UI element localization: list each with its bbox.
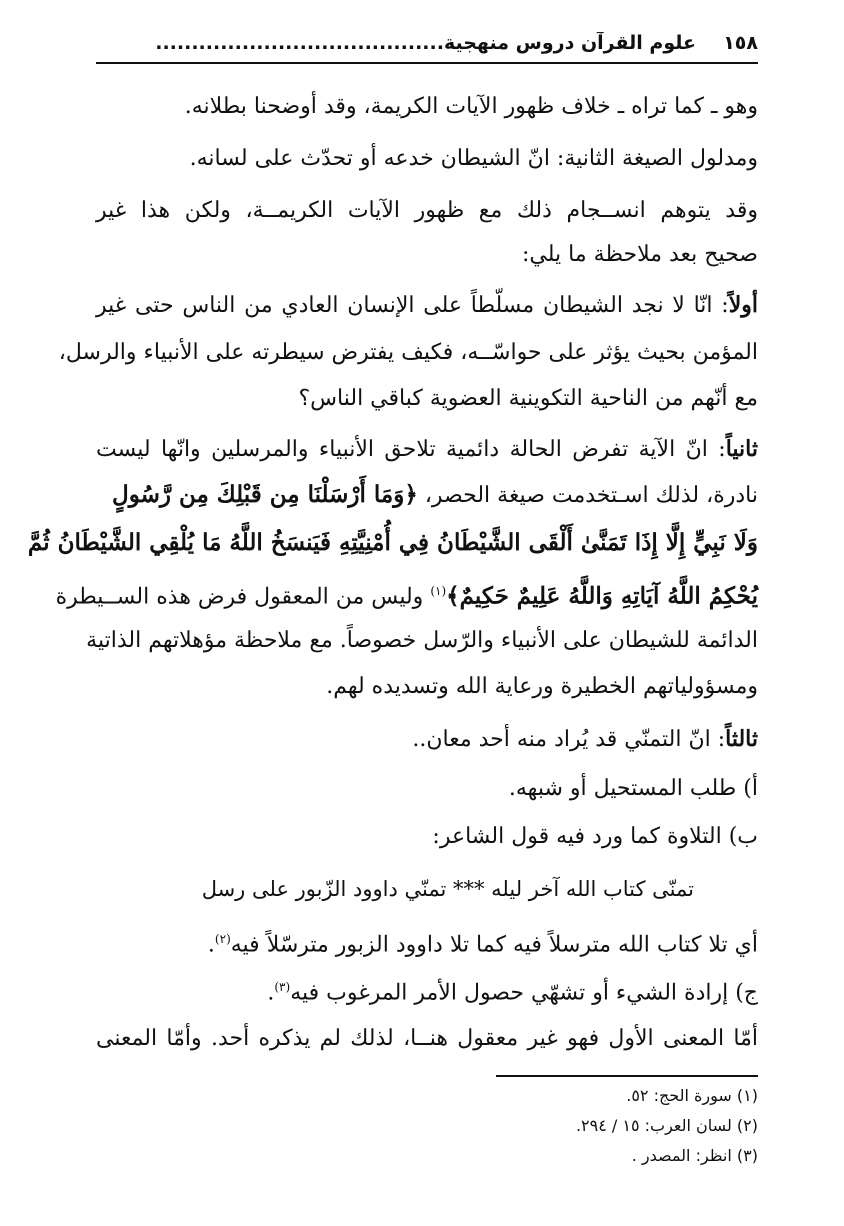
body-line: الدائمة للشيطان على الأنبياء والرّسل خصوصاً. مع ملاحظة مؤهلاتهم الذاتية [86,628,758,653]
footnote: (١) سورة الحج: ٥٢. [626,1086,758,1105]
footnote: (٣) انظر: المصدر . [631,1146,758,1165]
page-number: ١٥٨ [723,32,758,54]
body-line: أولاً: انّا لا نجد الشيطان مسلّطاً على الإنسان العادي من الناس حتى غير [96,292,758,318]
footnote-ref: (٢) [214,932,231,946]
footnote: (٢) لسان العرب: ١٥ / ٢٩٤. [575,1116,758,1135]
footnote-divider [496,1075,758,1077]
list-item: ب) التلاوة كما ورد فيه قول الشاعر: [432,824,758,849]
quran-verse: ﴿وَمَا أَرْسَلْنَا مِن قَبْلِكَ مِن رَّسُولٍ [111,481,418,508]
body-line: ومسؤولياتهم الخطيرة ورعاية الله وتسديده لهم. [326,674,758,699]
quran-verse: يُحْكِمُ اللَّهُ آيَاتِهِ وَاللَّهُ عَلِيمٌ حَكِيمٌ﴾ [446,582,758,610]
body-line: صحيح بعد ملاحظة ما يلي: [522,242,758,267]
footnote-ref: (١) [430,584,447,598]
body-line: يُحْكِمُ اللَّهُ آيَاتِهِ وَاللَّهُ عَلِيمٌ حَكِيمٌ﴾$^{(١)}$ وليس من المعقول فرض هذه الســيطرة [55,582,758,610]
running-title: علوم القرآن دروس منهجية........................................ [155,32,696,54]
list-item: ج) إرادة الشيء أو تشهّي حصول الأمر المرغوب فيه$^{(٣)}$. [267,980,758,1006]
poetry-verse: تمنّى كتاب الله آخر ليله *** تمنّي داوود الزّبور على رسل [201,877,694,901]
list-item: أ) طلب المستحيل أو شبهه. [508,776,758,801]
body-line: ثانياً: انّ الآية تفرض الحالة دائمية تلاحق الأنبياء والمرسلين وانّها ليست [96,436,758,462]
point-label: ثالثاً [725,726,758,752]
body-line: المؤمن بحيث يؤثر على حواسّــه، فكيف يفترض سيطرته على الأنبياء والرسل، [58,340,758,365]
body-line: وقد يتوهم انســجام ذلك مع ظهور الآيات الكريمــة، ولكن هذا غير [96,198,758,223]
body-line: ومدلول الصيغة الثانية: انّ الشيطان خدعه أو تحدّث على لسانه. [189,146,758,171]
body-line: مع أنّهم من الناحية التكوينية العضوية كباقي الناس؟ [298,386,758,411]
point-label: ثانياً [725,436,758,462]
body-line: أي تلا كتاب الله مترسلاً فيه كما تلا داوود الزبور مترسّلاً فيه$^{(٢)}$. [207,932,758,958]
page-header [96,28,758,64]
body-line: ثالثاً: انّ التمنّي قد يُراد منه أحد معان.. [412,726,758,752]
body-line: أمّا المعنى الأول فهو غير معقول هنــا، لذلك لم يذكره أحد. وأمّا المعنى [96,1026,758,1051]
footnote-ref: (٣) [274,980,291,994]
body-line: نادرة، لذلك اسـتخدمت صيغة الحصر، ﴿وَمَا أَرْسَلْنَا مِن قَبْلِكَ مِن رَّسُولٍ [111,481,758,508]
body-line: وهو ـ كما تراه ـ خلاف ظهور الآيات الكريمة، وقد أوضحنا بطلانه. [184,94,758,119]
point-label: أولاً [728,292,758,318]
quran-verse: وَلَا نَبِيٍّ إِلَّا إِذَا تَمَنَّىٰ أَلْقَى الشَّيْطَانُ فِي أُمْنِيَّتِهِ فَيَنسَخُ اللَّهُ مَا يُلْقِي الشَّيْطَانُ ثُمَّ [27,529,758,556]
